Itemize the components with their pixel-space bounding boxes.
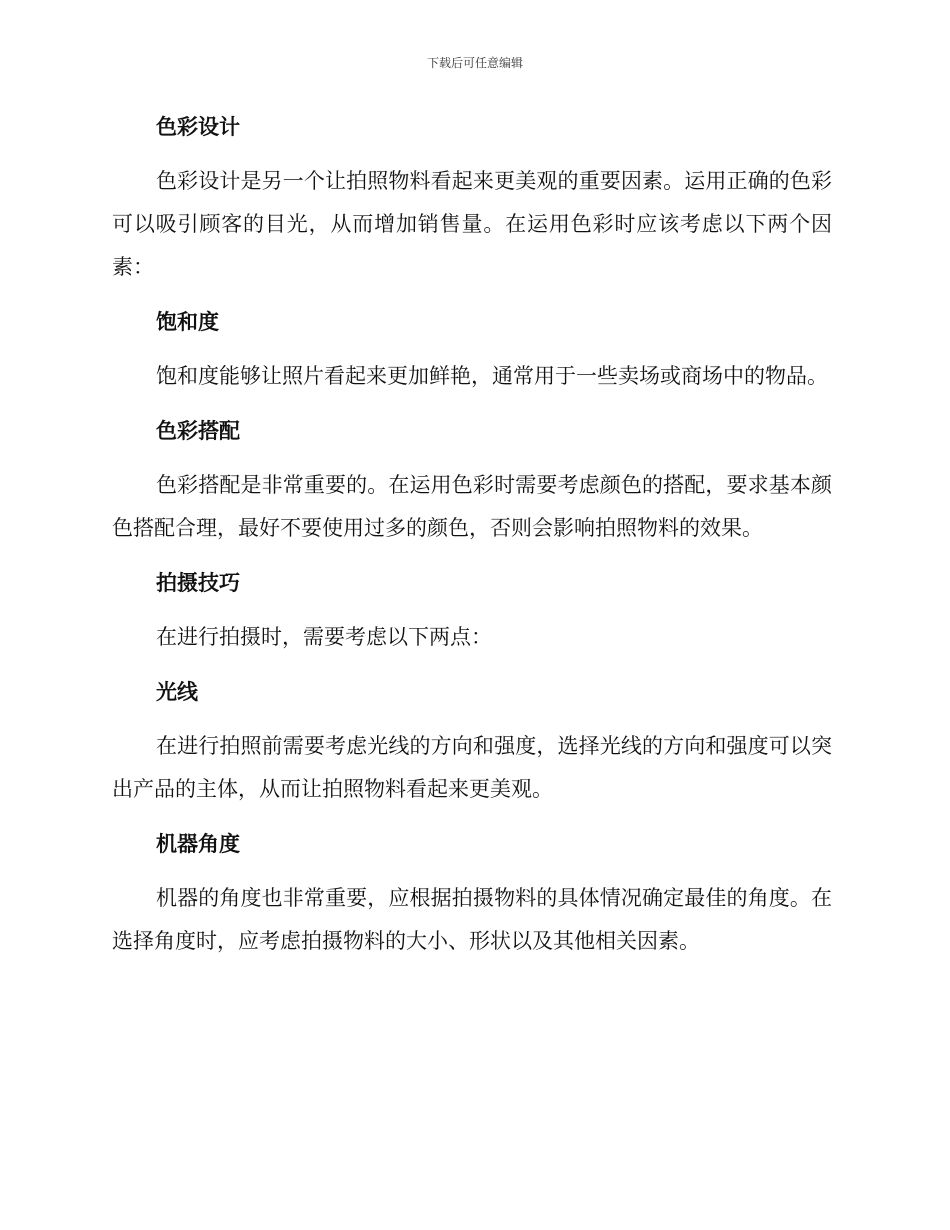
section-paragraph-color-matching: 色彩搭配是非常重要的。在运用色彩时需要考虑颜色的搭配，要求基本颜色搭配合理，最好不要使用过多的颜色，否则会影响拍照物料的效果。 (112, 473, 832, 540)
section-heading-saturation: 饱和度 (156, 310, 219, 334)
document-body (112, 108, 832, 977)
section-paragraph-saturation: 饱和度能够让照片看起来更加鲜艳，通常用于一些卖场或商场中的物品。 (156, 364, 828, 388)
section-heading-camera-angle: 机器角度 (156, 832, 240, 856)
section-paragraph-lighting: 在进行拍照前需要考虑光线的方向和强度，选择光线的方向和强度可以突出产品的主体，从而让拍照物料看起来更美观。 (112, 734, 832, 801)
header-note: 下载后可任意编辑 (426, 56, 523, 70)
section-heading-color-design: 色彩设计 (156, 115, 240, 139)
section-paragraph-color-design: 色彩设计是另一个让拍照物料看起来更美观的重要因素。运用正确的色彩可以吸引顾客的目光，从而增加销售量。在运用色彩时应该考虑以下两个因素： (112, 169, 832, 279)
section-heading-shooting-skills: 拍摄技巧 (156, 571, 240, 595)
section-heading-lighting: 光线 (156, 680, 198, 704)
section-paragraph-camera-angle: 机器的角度也非常重要，应根据拍摄物料的具体情况确定最佳的角度。在选择角度时，应考虑拍摄物料的大小、形状以及其他相关因素。 (112, 886, 832, 953)
section-heading-color-matching: 色彩搭配 (156, 419, 240, 443)
section-paragraph-shooting-skills: 在进行拍摄时，需要考虑以下两点： (156, 625, 492, 649)
